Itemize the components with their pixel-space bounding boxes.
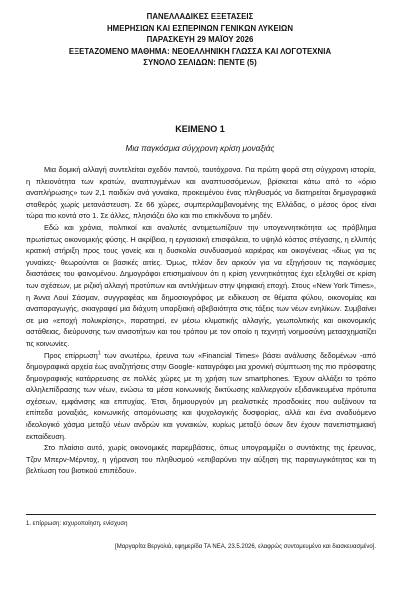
paragraph-2: Εδώ και χρόνια, πολιτικοί και αναλυτές αντιμετωπίζουν την υπογεννητικότητα ως πρόβλημα πρωτίστως οικονομικής φύσης. Η ακρίβεια, η εργασιακή επισφάλεια, το υψηλό κόστος στέγασης, η ελλιπής κρατική στήριξη προς τους γονείς και η δυσκολία συνδυασμού καριέρας και οικογένειας -ιδίως για τις γυναίκες- θεωρούνται οι βασικές αιτίες. Όμως, πλέον δεν αρκούν για να εξηγήσουν τις παγκόσμιες διαστάσεις του φαινομένου. Δημογράφοι επισημαίνουν ότι η κρίση γεννητικότητας έχει εξελιχθεί σε κρίση των σχέσεων, με ριζική αλλαγή προτύπων και αντιλήψεων στην ψηφιακή εποχή. Στους «New York Times», η Άννα Λουί Σάσμαν, συγγραφέας και δημοσιογράφος με ειδίκευση σε θέματα φύλου, οικονομίας και αναπαραγωγής, σκιαγραφεί μια διάχυτη υπαρξιακή αβεβαιότητα στις τάξεις των νέων ενηλίκων. Συμβαίνει σε μια «εποχή πολυκρίσης», παρατηρεί, εν μέσω κλιματικής αλλαγής, γεωπολιτικής και οικονομικής αστάθειας, διεύρυνσης των ανισοτήτων και του τρόπου με τον οποίο η τεχνητή νοημοσύνη μετασχηματίζει τις κοινωνίες. [26, 222, 376, 348]
header-line-date: ΠΑΡΑΣΚΕΥΗ 29 ΜΑΪΟΥ 2026 [146, 35, 254, 45]
footnote-divider [26, 514, 376, 515]
exam-header [20, 11, 380, 69]
paragraph-1: Μια δομική αλλαγή συντελείται σχεδόν παντού, ταυτόχρονα. Για πρώτη φορά στη σύγχρονη ιστορία, η πλειονότητα των κρατών, αναπτυγμένων και αναπτυσσόμενων, βρίσκεται κάτω από το «όριο αναπλήρωσης» των 2,1 παιδιών ανά γυναίκα, προκειμένου ένας πληθυσμός να διατηρείται δημογραφικά σταθερός χωρίς μετανάστευση. Σε 66 χώρες, συμπεριλαμβανομένης της Ελλάδας, ο μέσος όρος είναι τώρα πιο κοντά στο 1. Σε άλλες, πλησιάζει όλο και πιο επικίνδυνα το μηδέν. [26, 165, 376, 221]
footnote-marker: 1 [97, 350, 101, 357]
header-line-exams: ΠΑΝΕΛΛΑΔΙΚΕΣ ΕΞΕΤΑΣΕΙΣ [146, 12, 254, 21]
header-line-subject: ΕΞΕΤΑΖΟΜΕΝΟ ΜΑΘΗΜΑ: ΝΕΟΕΛΛΗΝΙΚΗ ΓΛΩΣΣΑ ΚΑΙ ΛΟΓΟΤΕΧΝΙΑ [68, 46, 332, 56]
paragraph-4: Στο πλαίσιο αυτό, χωρίς οικονομικές παρεμβάσεις, όπως υπογραμμίζει ο συντάκτης της έρευνας, Τζον Μπερν-Μέρντοχ, η γήρανση του πληθυσμού «επιβαρύνει την αύξηση της παραγωγικότητας και τη βελτίωση του βιοτικού επιπέδου». [26, 443, 376, 476]
header-line-pages: ΣΥΝΟΛΟ ΣΕΛΙΔΩΝ: ΠΕΝΤΕ (5) [143, 58, 257, 68]
text-label: ΚΕΙΜΕΝΟ 1 [175, 124, 225, 134]
header-line-schools: ΗΜΕΡΗΣΙΩΝ ΚΑΙ ΕΣΠΕΡΙΝΩΝ ΓΕΝΙΚΩΝ ΛΥΚΕΙΩΝ [107, 23, 293, 33]
text-title: Μια παγκόσμια σύγχρονη κρίση μοναξιάς [125, 144, 275, 153]
source-citation: [Μαργαρίτα Βεργολιά, εφημερίδα ΤΑ ΝΕΑ, 23.5.2026, ελαφρώς συντομευμένο και διασκευασμένο]. [115, 544, 376, 550]
paragraph-3-start: Προς επίρρωση [44, 350, 98, 360]
paragraph-3 [26, 350, 376, 443]
footnote: 1. επίρρωση: ισχυροποίηση, ενίσχυση [26, 521, 128, 527]
article-body [26, 164, 376, 477]
paragraph-3-rest: των ανωτέρω, έρευνα των «Financial Times» βάσει ανάλυσης δεδομένων -από δημογραφικά αρχεία έως αναζητήσεις στην Google- καταγράφει μια χρονική σύμπτωση της πιο πρόσφατης δημογραφικής κατάρρευσης σε πολλές χώρες με τη χρήση των smartphones. Έχουν αλλάξει το τρόπο αλληλεπίδρασης των νέων, ενώσω τα μέσα κοινωνικής δικτύωσης καλλιεργούν εξιδανικευμένα πρότυπα σχέσεων, εμφάνισης και επιτυχίας. Έτσι, δημιουργούν μη ρεαλιστικές προσδοκίες που αυξάνουν τα επίπεδα μοναξιάς, κοινωνικής απομόνωσης και ψυχολογικής δυσφορίας, αλλά και ένα αναδυόμενο ιδεολογικό χάσμα μεταξύ νέων ανδρών και γυναικών, κυρίως μεταξύ όσων δεν έχουν πανεπιστημιακή εκπαίδευση. [26, 350, 376, 441]
